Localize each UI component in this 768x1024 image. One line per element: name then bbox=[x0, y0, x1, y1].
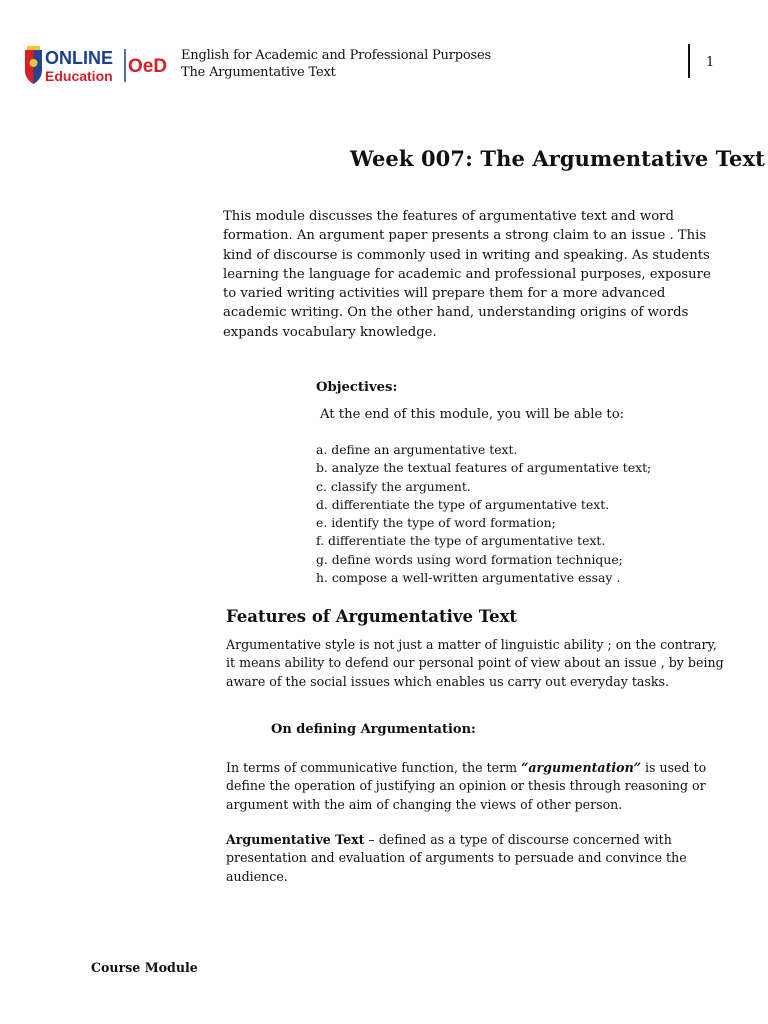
objective-item: c. classify the argument. bbox=[316, 478, 471, 494]
objectives-lead: At the end of this module, you will be able to: bbox=[320, 407, 625, 422]
running-header bbox=[181, 47, 491, 81]
header-divider bbox=[688, 44, 690, 78]
online-education-logo bbox=[22, 44, 178, 88]
objective-item: a. define an argumentative text. bbox=[316, 442, 518, 457]
term-argumentation: “argumentation” bbox=[521, 760, 641, 775]
logo-text-online: ONLINE bbox=[45, 48, 114, 68]
intro-paragraph: This module discusses the features of argumentative text and word formation. An argument paper presents a strong claim to an issue . This kind of discourse is commonly used in writing and speaking. As students learning the language for academic and professional purposes, exposure to varied writing activities will prepare them for a more advanced academic writing. On the other hand, understanding origins of words expands vocabulary knowledge. bbox=[223, 209, 711, 340]
argumentation-definition-paragraph bbox=[226, 759, 726, 814]
objectives-heading: Objectives: bbox=[316, 380, 398, 395]
subheading-defining-argumentation: On defining Argumentation: bbox=[271, 722, 476, 737]
objective-item: g. define words using word formation technique; bbox=[316, 551, 623, 567]
page-title: Week 007: The Argumentative Text bbox=[350, 146, 765, 171]
objective-item: h. compose a well-written argumentative essay . bbox=[316, 570, 621, 586]
objective-item: b. analyze the textual features of argumentative text; bbox=[316, 460, 652, 476]
definition-text: In terms of communicative function, the term bbox=[226, 760, 522, 775]
objective-item: d. differentiate the type of argumentative text. bbox=[316, 496, 610, 512]
topic-name: The Argumentative Text bbox=[181, 65, 336, 80]
features-paragraph: Argumentative style is not just a matter of linguistic ability ; on the contrary, it means ability to defend our personal point of view about an issue , by being aware of the social issues which enables us carry out everyday tasks. bbox=[226, 637, 724, 689]
course-name: English for Academic and Professional Purposes bbox=[181, 48, 491, 63]
logo-text-oed: OeD bbox=[128, 56, 168, 77]
term-argumentative-text: Argumentative Text bbox=[226, 832, 365, 847]
footer-course-module: Course Module bbox=[91, 960, 198, 975]
definition-text: is used to define the operation of justifying an opinion or thesis through reasoning or argument with the aim of changing the views of other person. bbox=[226, 760, 707, 812]
logo-text-education: Education bbox=[45, 68, 113, 84]
objectives-list bbox=[316, 441, 651, 587]
definition-text: – defined as a type of discourse concerned with presentation and evaluation of arguments to persuade and convince the audience. bbox=[226, 832, 687, 884]
objective-item: f. differentiate the type of argumentative text. bbox=[316, 533, 606, 549]
page-number: 1 bbox=[706, 55, 715, 70]
section-heading-features: Features of Argumentative Text bbox=[226, 607, 518, 626]
objective-item: e. identify the type of word formation; bbox=[316, 515, 556, 531]
argumentative-text-definition bbox=[226, 831, 726, 886]
